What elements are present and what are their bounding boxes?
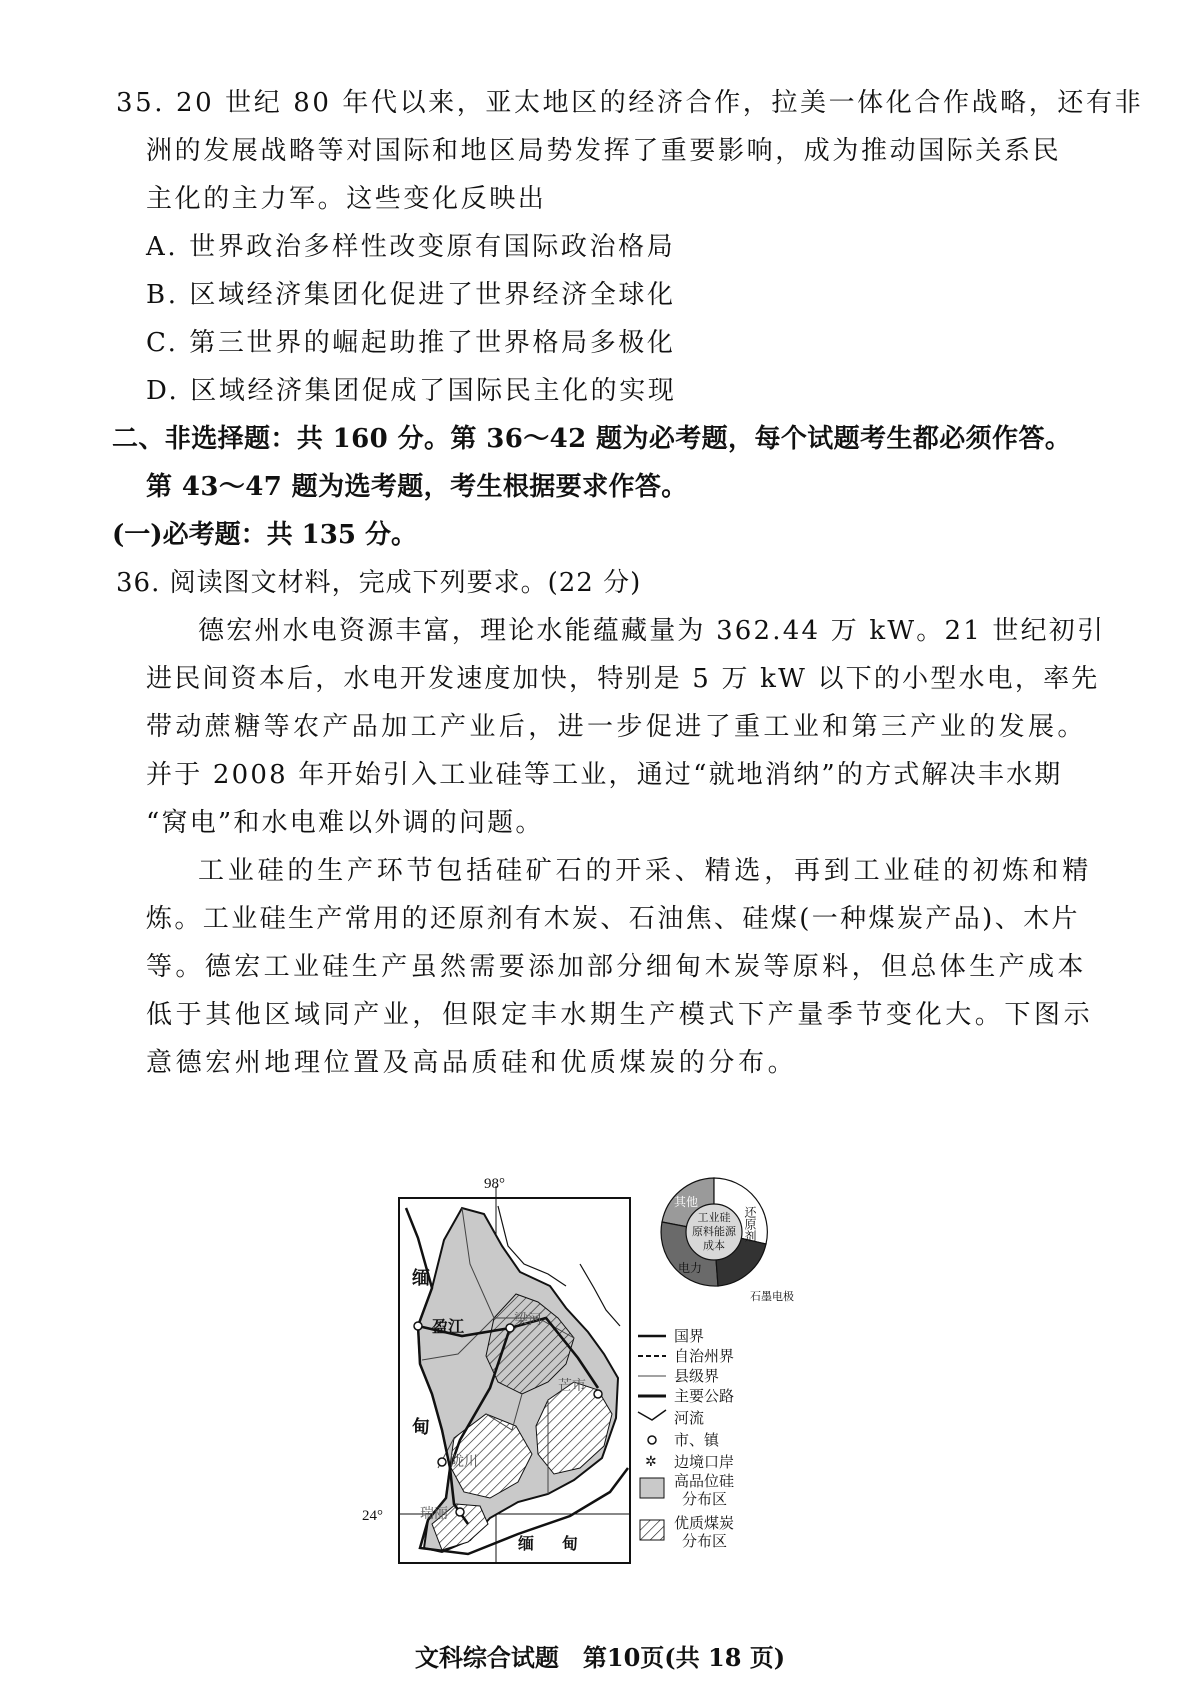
q36-para2-line-1: 工业硅的生产环节包括硅矿石的开采、精选，再到工业硅的初炼和精	[198, 856, 1093, 886]
legend-symbol-city	[648, 1436, 656, 1444]
city-label-longchuan: 陇川	[450, 1455, 478, 1470]
q36-para1-line-3: 带动蔗糖等农产品加工产业后，进一步促进了重工业和第三产业的发展。	[146, 712, 1087, 742]
country-label-myanmar-bottom-1: 缅	[518, 1536, 535, 1553]
pie-label-reductant: 还原剂	[743, 1206, 757, 1242]
legend-symbol-border-port: ✲	[645, 1455, 657, 1470]
map-legend	[638, 1328, 734, 1550]
q35-stem-line-3: 主化的主力军。这些变化反映出	[146, 184, 547, 214]
legend-main-road: 主要公路	[674, 1389, 735, 1405]
legend-silicon-line-2: 分布区	[682, 1492, 728, 1508]
longitude-label: 98°	[484, 1176, 505, 1192]
q35-option-a: A. 世界政治多样性改变原有国际政治格局	[146, 232, 676, 262]
q36-stem: 36. 阅读图文材料，完成下列要求。(22 分)	[116, 568, 642, 598]
section2-title: 二、非选择题：共 160 分。第 36～42 题为必考题，每个试题考生都必须作答。	[112, 424, 1072, 454]
latitude-label: 24°	[362, 1508, 383, 1524]
q35-option-b: B. 区域经济集团化促进了世界经济全球化	[146, 280, 676, 310]
section2-title-cont: 第 43～47 题为选考题，考生根据要求作答。	[146, 472, 688, 502]
q36-para2-line-3: 等。德宏工业硅生产虽然需要添加部分细甸木炭等原料，但总体生产成本	[146, 952, 1087, 982]
q36-para2-line-5: 意德宏州地理位置及高品质硅和优质煤炭的分布。	[146, 1048, 798, 1078]
legend-river: 河流	[674, 1411, 705, 1427]
city-label-lianghe: 梁河	[514, 1313, 542, 1328]
pie-center-line-1: 工业硅	[697, 1212, 731, 1224]
city-longchuan	[438, 1453, 478, 1470]
dehong-map-figure	[362, 1168, 823, 1565]
q35-option-c: C. 第三世界的崛起助推了世界格局多极化	[146, 328, 676, 358]
legend-silicon-line-1: 高品位硅	[674, 1474, 735, 1490]
pie-label-electricity: 电力	[678, 1261, 703, 1275]
country-label-myanmar-left-1: 缅	[412, 1268, 430, 1288]
pie-center-line-3: 成本	[703, 1240, 725, 1252]
country-label-myanmar-bottom-2: 甸	[562, 1536, 579, 1553]
cost-pie-chart	[661, 1178, 794, 1303]
q36-para1-line-2: 进民间资本后，水电开发速度加快，特别是 5 万 kW 以下的小型水电，率先	[146, 664, 1100, 694]
legend-symbol-silicon	[640, 1478, 664, 1498]
country-label-myanmar-left-2: 甸	[412, 1417, 430, 1437]
q35-option-d: D. 区域经济集团促成了国际民主化的实现	[146, 376, 677, 406]
legend-symbol-coal	[640, 1520, 664, 1540]
q36-para1-line-1: 德宏州水电资源丰富，理论水能蕴藏量为 362.44 万 kW。21 世纪初引	[198, 616, 1106, 646]
legend-county-boundary: 县级界	[674, 1369, 720, 1385]
legend-border-port: 边境口岸	[674, 1455, 735, 1471]
q36-para1-line-4: 并于 2008 年开始引入工业硅等工业，通过“就地消纳”的方式解决丰水期	[146, 760, 1063, 790]
pie-label-graphite-electrode: 石墨电极	[750, 1291, 794, 1303]
city-label-yingjiang: 盈江	[432, 1319, 465, 1336]
section2-subtitle: (一)必考题：共 135 分。	[112, 520, 417, 550]
legend-city-town: 市、镇	[674, 1433, 720, 1449]
q35-stem-line-2: 洲的发展战略等对国际和地区局势发挥了重要影响，成为推动国际关系民	[146, 136, 1062, 166]
pie-center-line-2: 原料能源	[692, 1226, 736, 1238]
q35-stem-line-1: 35. 20 世纪 80 年代以来，亚太地区的经济合作，拉美一体化合作战略，还有非	[116, 88, 1144, 118]
legend-prefecture-boundary: 自治州界	[674, 1349, 735, 1365]
q36-para1-line-5: “窝电”和水电难以外调的问题。	[146, 808, 544, 838]
legend-coal-line-1: 优质煤炭	[674, 1516, 735, 1532]
pie-label-other: 其他	[674, 1195, 699, 1209]
legend-symbol-river	[638, 1410, 666, 1420]
page-footer: 文科综合试题 第10页(共 18 页)	[414, 1643, 786, 1672]
q36-para2-line-4: 低于其他区域同产业，但限定丰水期生产模式下产量季节变化大。下图示	[146, 1000, 1094, 1030]
city-label-ruili: 瑞丽	[420, 1507, 448, 1522]
city-label-mangshi: 芒市	[558, 1379, 586, 1394]
legend-national-border: 国界	[674, 1329, 705, 1345]
legend-coal-line-2: 分布区	[682, 1534, 728, 1550]
q36-para2-line-2: 炼。工业硅生产常用的还原剂有木炭、石油焦、硅煤(一种煤炭产品)、木片	[146, 904, 1080, 934]
